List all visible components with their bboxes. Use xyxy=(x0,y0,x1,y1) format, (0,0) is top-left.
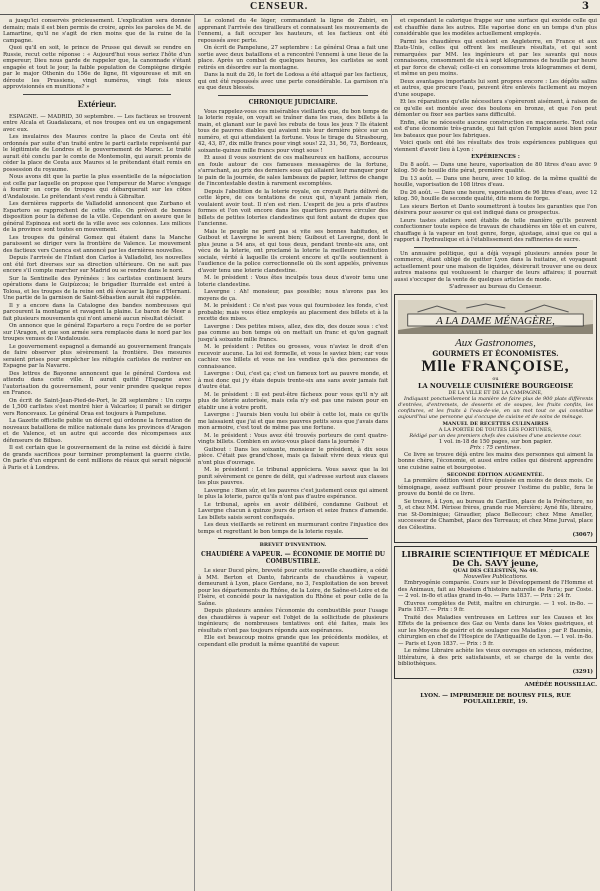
page-number: 3 xyxy=(582,1,589,12)
paragraph: Lavergne : J'aurais bien voulu lui obéir à cette loi, mais ce qu'ils me laissaient que j'ai et que mes pauvres petits sous que j'avais dans mon armoire, c'est tout de même pas une fortune. xyxy=(198,412,388,431)
paragraph: et cependant le calorique frappe sur une surface qui excède celle qui est chauffée dans les autres. Elle vaporise donc en un temps d'un plus considérable que les modèles actuellement employés. xyxy=(394,18,597,37)
paragraph: M. le président : Ce n'est pas vous qui fournissiez les fonds, c'est probable; mais vous étiez employés au placement des billets et à la recette des mises. xyxy=(198,303,388,322)
paragraph: Parmi les chaudières qui existent en Angleterre, en France et aux Etats-Unis, celles qui offrent les meilleurs résultats, et qui sont remarquées par MM. les ingénieurs et par les savants qui nous connaissons, consomment de six à sept kilogrammes de houille par heure et par force de cheval; celle-ci en consomme trois kilogrammes et demi, et même un peu moins. xyxy=(394,38,597,77)
section-title-chronique: CHRONIQUE JUDICIAIRE. xyxy=(248,98,338,106)
paragraph: Lavergne : Des petites mises, allez, des dix, des douze sous : c'est pas comme au bon temps où on mettait un franc et qu'on gagnait jusqu'à soixante mille francs. xyxy=(198,323,388,343)
ad-description: Indiquant ponctuellement la manière de faire plus de 900 plats différents d'entrées, d'entremets, de desserts et de soupes, les fruits confits, les confitures, et les fruits à l'eau-de-vie, en un mot tout ce qui constitue aujourd'hui une personne qui s'occupe de cuisine et de soins de ménage. xyxy=(398,395,593,420)
notice: Un annuaire politique, qui a déjà voyagé plusieurs années pour le commerce, étant obligé de quitter Lyon dans la huitaine, et voyageant actuellement pour une maison de liquides, désirerait trouver une ou deux autres maisons qui voulussent le charger de leurs affaires; il pourrait aussi s'occuper de la vente de quelques articles de mode. xyxy=(394,250,597,283)
paragraph: M. le président : Il est peut-être fâcheux pour vous qu'il n'y ait plus de loterie autorisée, mais cela n'y est pas une raison pour en établir une à votre profit. xyxy=(198,391,388,411)
paragraph: Deux avantages importants lui sont propres encore : Les dépôts salins et autres, que procure l'eau, peuvent être enlevés facilement au moyen d'une soupape. xyxy=(394,78,597,98)
ad-gastronomes: Aux Gastronomes, xyxy=(455,336,536,349)
paragraph: Mais le peuple ne perd pas si vite ses bonnes habitudes, et Guibout et Lavergne le savent bien; Guibout et Lavergne, dont le plus jeune a 54 ans, et qui tous deux, pendant trente-six ans, ont vécu de la loterie, ont proclamé la loterie la meilleure institution sociale, vérité à laquelle ils croient encore et qu'ils soutiennent à l'audience de la police correctionnelle où ils sont appelés, prévenus d'avoir tenu une loterie clandestine. xyxy=(198,228,388,274)
paragraph: M. le président : Petites ou grosses, vous n'aviez le droit d'en recevoir aucune. La loi est formelle, et vous le saviez bien; car vous cachiez vos billets et vous ne les vendiez qu'à des personnes de connaissance. xyxy=(198,344,388,370)
notice-signature: S'adresser au bureau du Censeur. xyxy=(449,284,542,290)
paragraph: Il est certain que le gouvernement de la reine est décidé à faire de grands sacrifices pour terminer promptement la guerre civile. On parle d'un emprunt de cent millions de réaux qui serait négocié à Paris et à Londres. xyxy=(3,445,191,471)
paragraph: Les troupes du général Gomez qui étaient dans la Manche paraissent se diriger vers la frontière de Valence. Le mouvement des factieux vers Cuenca est annoncé par les dernières nouvelles. xyxy=(3,234,191,254)
ad-body: Ce livre se trouve déjà entre les mains des personnes qui aiment la bonne chère, l'économie, et aussi entre celles qui désirent apprendre une cuisine saine et bourgeoise. xyxy=(398,451,593,471)
ad-name: Mlle FRANÇOISE, xyxy=(421,357,570,375)
paragraph: M. le président : Vous êtes inculpés tous deux d'avoir tenu une loterie clandestine. xyxy=(198,275,388,288)
ad-volume: 1 vol. in-18 de 150 pages, sur bon papier. xyxy=(438,438,553,445)
experience-item: Du 26 août. — Dans une heure, vaporisation de 96 litres d'eau, avec 12 kilog. 50, houille de seconde qualité, dite menu de forge. xyxy=(394,189,597,202)
section-title-exterieur: Extérieur. xyxy=(77,98,117,109)
divider xyxy=(414,247,577,248)
editor-signature: AMÉDÉE ROUSSILLAC. xyxy=(524,682,597,688)
advertisement-librairie xyxy=(394,546,597,680)
paragraph: Depuis l'abolition de la loterie royale, on croyait Paris délivré de cette lèpre, de ces tentations de ceux qui, n'ayant jamais rien, voulaient avoir tout. Il n'en est rien. L'esprit de jeu a pris d'autres formes et l'on voit encore dans les quartiers pauvres circuler des billets de petites loteries clandestines qui font autant de dupes que l'ancienne. xyxy=(198,188,388,227)
ad-subtitle2: DE LA VILLE ET DE LA CAMPAGNE, xyxy=(448,389,543,396)
lib-ref: (3291) xyxy=(572,668,593,675)
lib-address: QUAI DES CÉLESTINS, No 49. xyxy=(453,567,538,574)
printer-footer: LYON. — IMPRIMERIE DE BOURSY FILS, RUE POULAILLERIE, 19. xyxy=(420,692,571,705)
column-3 xyxy=(394,18,597,887)
paragraph: Lavergne : Oui, c'est ça; c'est un fameux tort au pauvre monde, et à moi donc qui j'y étais depuis trente-six ans sans avoir jamais fait d'autre état. xyxy=(198,371,388,390)
column-rule xyxy=(391,14,392,891)
lib-new: Nouvelles Publications. xyxy=(463,573,528,580)
paragraph: Les dernières rapports de Valladolid annoncent que Zurbano et Espartero se rapprochent de cette ville. On prévoit de bonnes disposition pour la défense de la ville. Cependant on assure que le général Espinoza est sorti de la ville avec ses colonnes. Les milices de la province sont toutes en mouvement. xyxy=(3,201,191,233)
ad-subtitle: LA NOUVELLE CUISINIÈRE BOURGEOISE xyxy=(418,381,573,390)
paragraph: On écrit de Pampelune, 27 septembre : Le général Oraa a fait une sortie avec deux bataillons et a rencontré l'ennemi à une lieue de la place. Après un combat de quelques heures, les carlistes se sont retirés en désordre sur la montagne. xyxy=(198,45,388,71)
paragraph: a jusqu'ici conservés précieusement. L'explication sera donnée demain; mais il est bien permis de croire, après les paroles de M. de Lamartine, qu'il ne s'agit de rien moins que de la ruine de la campagne. xyxy=(3,18,191,44)
paragraph: ESPAGNE. — MADRID, 30 septembre. — Les factieux se trouvent entre Alcala et Guadalaxara, et nos troupes ont eu un engagement avec eux. xyxy=(3,113,191,133)
paragraph: Sur la Sentinelle des Pyrénées : les carlistes continuent leurs opérations dans le Guipúzcoa; le brigadier Iturralde est entré à Tolosa, et les troupes de la reine ont dû évacuer la ligne d'Hernani. Une partie de la garnison de Saint-Sébastien aurait été rappelée. xyxy=(3,275,191,301)
column-2 xyxy=(198,18,388,887)
paragraph: M. le président : Vous avez été trouvés porteurs de cent quatre-vingts billets. Combien en aviez-vous placé dans la journée ? xyxy=(198,432,388,445)
paragraph: Guibout : Dans les soixante, monsieur le président, à dix sous pièce. C'était pas grand'chose, mais ça faisait vivre deux vieux qui n'ont plus d'ouvrage. xyxy=(198,446,388,466)
paragraph: Des lettres de Bayonne annoncent que le général Cordova est attendu dans cette ville. Il aurait quitté l'Espagne avec l'autorisation du gouvernement, pour venir prendre quelque repos en France. xyxy=(3,370,191,396)
advertisement-francoise xyxy=(394,294,597,543)
lib-item: Œuvres complètes de Petit, maître en chirurgie. — 1 vol. in-8o. — Paris 1837. — Prix : 9 fr. xyxy=(398,600,593,613)
lib-item: Le même Libraire achète les vieux ouvrages en sciences, médecine, littérature, à des prix satisfaisants, et se charge de la vente des bibliothèques. xyxy=(398,648,593,667)
ad-edition-text: La première édition vient d'être épuisée en moins de deux mois. Ce témoignage, assez suffisant pour prouver l'estime du public, fera le prouve du bonté de ce livre. xyxy=(398,478,593,497)
paragraph: On écrit de Saint-Jean-Pied-de-Port, le 28 septembre : Un corps de 1,500 carlistes s'est montré hier à Valcarlos; il paraît se diriger vers Roncevaux. Le général Oraa est toujours à Pampelune. xyxy=(3,397,191,417)
paragraph: Quoi qu'il en soit, le prince de Prusse qui devait se rendre en Russie, recut cette réponse : « Aujourd'hui vous seriez l'hôte d'un empereur; Dieu nous garde de rappeler que, la canonnade s'étant engagée et tout le jour, la faible population de Compiègne dirigée par le major Othenin du 156e de ligne, fit vigoureuse et mit en déroute les Prussiens, vingt numéros, vingt fois nieux approvisionnés en munitions? » xyxy=(3,45,191,90)
ad-gourmets: GOURMETS ET ÉCONOMISTES. xyxy=(432,348,559,358)
divider xyxy=(218,538,368,539)
ad-manual2: A LA PORTÉE DE TOUTES LES FORTUNES, xyxy=(438,426,553,433)
experience-item: Du 13 août. — Dans une heure, avec 10 kilog. de la même qualité de houille, vaporisation de 108 litres d'eau. xyxy=(394,175,597,188)
paragraph: Le colonel du 4e léger, commandant la ligne de Zubiri, en apprenant l'arrivée des tirailleurs et connaissant les mouvements de l'ennemi, a fait occuper les hauteurs, et les factieux ont été repoussés avec perte. xyxy=(198,18,388,44)
shop-sign-text: A LA DAME MÉNAGÈRE, xyxy=(436,314,555,327)
masthead-title: CENSEUR. xyxy=(250,1,309,12)
paragraph: Les insulaires des Maures contre la place de Ceuta ont été ordonnés par suite d'un traité entre le parti carliste représenté par le légitimiste de Londres et le gouvernement de Maroc. Le traité aurait été conclu par le comte de Montemolin, qui aurait promis de céder la place de Ceuta aux Maures si le prétendant était remis en possession du royaume. xyxy=(3,134,191,173)
paragraph: Et les réparations qu'elle nécessitera s'opèreront aisément, à raison de ce qu'elle est montée avec des boulons en bronze, et que l'on peut démonter ou fixer ses parties sans difficulté. xyxy=(394,99,597,118)
brevet-subtitle: CHAUDIÈRE A VAPEUR. — ÉCONOMIE DE MOITIÉ DU COMBUSTIBLE. xyxy=(200,551,386,565)
paragraph: Le tribunal, après en avoir délibéré, condamne Guibout et Lavergne chacun à quinze jours de prison et seize francs d'amende. Les billets saisis seront confisqués. xyxy=(198,501,388,521)
ad-ou: ou xyxy=(492,375,499,382)
paragraph: Nous avons dit que la partie la plus essentielle de la négociation est celle par laquelle on propose que l'empereur de Maroc s'engage à fournir un corps de troupes qui débarquerait sur les côtes d'Andalousie. Le prétendant s'est rendu à Gibraltar. xyxy=(3,174,191,200)
paragraph: Il y a encore dans la Catalogne des bandes nombreuses qui parcourent la montagne et ravagent la plaine. Le baron de Meer a fait plusieurs mouvements qui n'ont amené aucun résultat décisif. xyxy=(3,302,191,322)
ad-ref: (3067) xyxy=(572,532,593,538)
lib-item: Traité des Maladies ventreuses en Lettres sur les Causes et les Effets de la présence des Gaz ou Vents dans les Voies gastriques, et sur les Moyens de guérir et de soulager ces Maladies ; par P. Baumès, chirurgien en chef de l'Hospice de l'Antiquaille de Lyon. — 1 vol. in-8o. — Paris et Lyon 1837. — Prix : 5 fr. xyxy=(398,614,593,647)
ad-sale-points: Se trouve, à Lyon, au bureau du Carillon, place de la Préfecture, no 5, et chez MM. Périsse frères, grande rue Mercière; Ayné fils, libraire, rue St-Dominique; Giraudier, place Bellecour; chez Mme Ameller, successeur de Chambet, place des Terreaux; et chez Mme Jurval, place des Célestins. xyxy=(398,498,593,531)
paragraph: Lavergne : Ah! monsieur, pas possible; nous n'avons pas les moyens de ça. xyxy=(198,289,388,302)
shop-sign-illustration xyxy=(398,300,593,334)
paragraph: Lavergne : Bien sûr, et les pauvres c'est justement ceux qui aiment le plus la loterie, parce qu'ils n'ont pas d'autre espérance. xyxy=(198,487,388,500)
ad-edition: SECONDE ÉDITION AUGMENTÉE. xyxy=(447,472,544,478)
column-1 xyxy=(3,18,191,887)
paragraph: Et aussi il vous souvient de ces malheureux en haillons, accourus en foule autour de ces fameuses messagères de la fortune, s'arrachant, au prix des derniers sous qui allaient leur manquer pour le pain de la journée, de sales lambeaux de papier, lettres de change de l'incontestable destin à rarement escomptées. xyxy=(198,155,388,187)
paragraph: Vous rappelez-vous ces misérables vieillards que, du bon temps de la loterie royale, on voyait se traîner dans les rues, des billets à la main, et glanant sur le pavé les rebuts de tous les jeux ? Ils étaient tous de pauvres diables qui avaient mis leur dernière pièce sur un numéro, et qui attendaient la fortune. Vous le tirage du Strasbourg, 42, 43, 87, dix mille francs pour vingt sous! 22, 31, 56, 73, Bordeaux, soixante-quinze mille francs pour vingt sous ! xyxy=(198,108,388,154)
masthead xyxy=(0,0,600,15)
paragraph: Les deux vieillards se retirent en murmurant contre l'injustice des temps et regrettant le bon temps de la loterie royale. xyxy=(198,522,388,535)
ad-price: Prix : 75 centimes. xyxy=(469,445,522,451)
paragraph: Depuis l'arrivée de l'Infant don Carlos à Valladolid, les nouvelles ont été fort diverses sur sa direction ultérieure. On ne sait pas encore s'il compte marcher sur Madrid ou se rendre dans le nord. xyxy=(3,255,191,274)
paragraph: Dans la nuit du 26, le fort de Lodosa a été attaqué par les factieux, qui ont été repoussés avec une perte considérable. La garnison n'a eu que deux blessés. xyxy=(198,72,388,91)
ad-manual: MANUEL DE RECETTES CULINAIRES xyxy=(442,420,549,427)
section-title-brevet: BREVET D'INVENTION. xyxy=(259,542,327,548)
paragraph: Le gouvernement espagnol a demandé au gouvernement français de faire observer plus sévèrement la frontière. Des mesures seraient prises pour empêcher les réfugiés carlistes de rentrer en Espagne par la Navarre. xyxy=(3,343,191,369)
column-rule xyxy=(194,14,195,891)
paragraph: M. le président : Le tribunal appréciera. Vous savez que la loi punit sévèrement ce genre de délit, qui s'adresse surtout aux classes les plus pauvres. xyxy=(198,467,388,486)
paragraph: Leurs tastes ateliers sont établis de telle manière qu'ils peuvent confectionner toute espèce de travaux de chaudières en tôle et en cuivre, chauffage à la vapeur en tout genre, forge, ajustage, ainsi que ce qui a rapport à l'hydraulique et à l'établissement des raffineries de sucre. xyxy=(394,217,597,243)
paragraph: Enfin, elle ne nécessite aucune construction en maçonnerie. Tout cela est d'une économie très-grande, qui fait qu'on l'emploie aussi bien pour les bateaux que pour les fabriques. xyxy=(394,119,597,139)
paragraph: Elle est beaucoup moins grande que les précédents modèles, et cependant elle produit la même quantité de vapeur. xyxy=(198,635,388,648)
divider xyxy=(218,95,368,96)
paragraph: Voici quels ont été les résultats des trois expériences publiques qui viennent d'avoir lieu à Lyon : xyxy=(394,140,597,153)
paragraph: La Gazette officielle publie un décret qui ordonne la formation de nouveaux bataillons de milice nationale dans les provinces d'Aragon et de Valence, et un autre qui accorde des récompenses aux défenseurs de Bilbao. xyxy=(3,418,191,444)
experience-item: Du 8 août. — Dans une heure, vaporisation de 80 litres d'eau avec 9 kilog. 50 de houille dite pérat, première qualité. xyxy=(394,161,597,174)
paragraph: On annonce que le général Espartero a reçu l'ordre de se porter sur l'Aragon, et que son armée sera remplacée dans le nord par les troupes venues de l'Andalousie. xyxy=(3,323,191,342)
paragraph: Le sieur Ducel père, breveté pour cette nouvelle chaudière, a cédé à MM. Berton et Danto, fabricants de chaudières à vapeur, demeurant à Lyon, place Gerdane, no 3, l'exploitation de son brevet pour les départements du Rhône, de la Loire, de Saône-et-Loire et de l'Isère, et concédé pour la navigation du Rhône et pour celle de la Saône. xyxy=(198,568,388,607)
paragraph: Les sieurs Berton et Danto soumettront à toutes les garanties que l'on désirera pour assurer ce qui est indiqué dans ce prospectus. xyxy=(394,203,597,216)
paragraph: Depuis plusieurs années l'économie du combustible pour l'usage des chaudières à vapeur est l'objet de la sollicitude de plusieurs ingénieurs; de nombreuses tentatives ont été faites, mais les résultats n'ont pas toujours répondu aux espérances. xyxy=(198,608,388,634)
lib-item: Embryogénie comparée. Cours sur le Développement de l'Homme et des Animaux, fait au Muséum d'histoire naturelle de Paris; par Coste. — 2 vol. in-8o et atlas grand in-4o. — Paris 1837. — Prix : 24 fr. xyxy=(398,580,593,599)
experiences-title: EXPÉRIENCES : xyxy=(471,154,520,160)
divider xyxy=(23,94,171,95)
ad-manual3: Rédigé par un des premiers chefs des cuisines d'une ancienne cour. xyxy=(409,432,582,439)
lib-name: De Ch. SAVY jeune, xyxy=(452,557,539,568)
lib-title: LIBRAIRIE SCIENTIFIQUE ET MÉDICALE xyxy=(401,548,590,559)
